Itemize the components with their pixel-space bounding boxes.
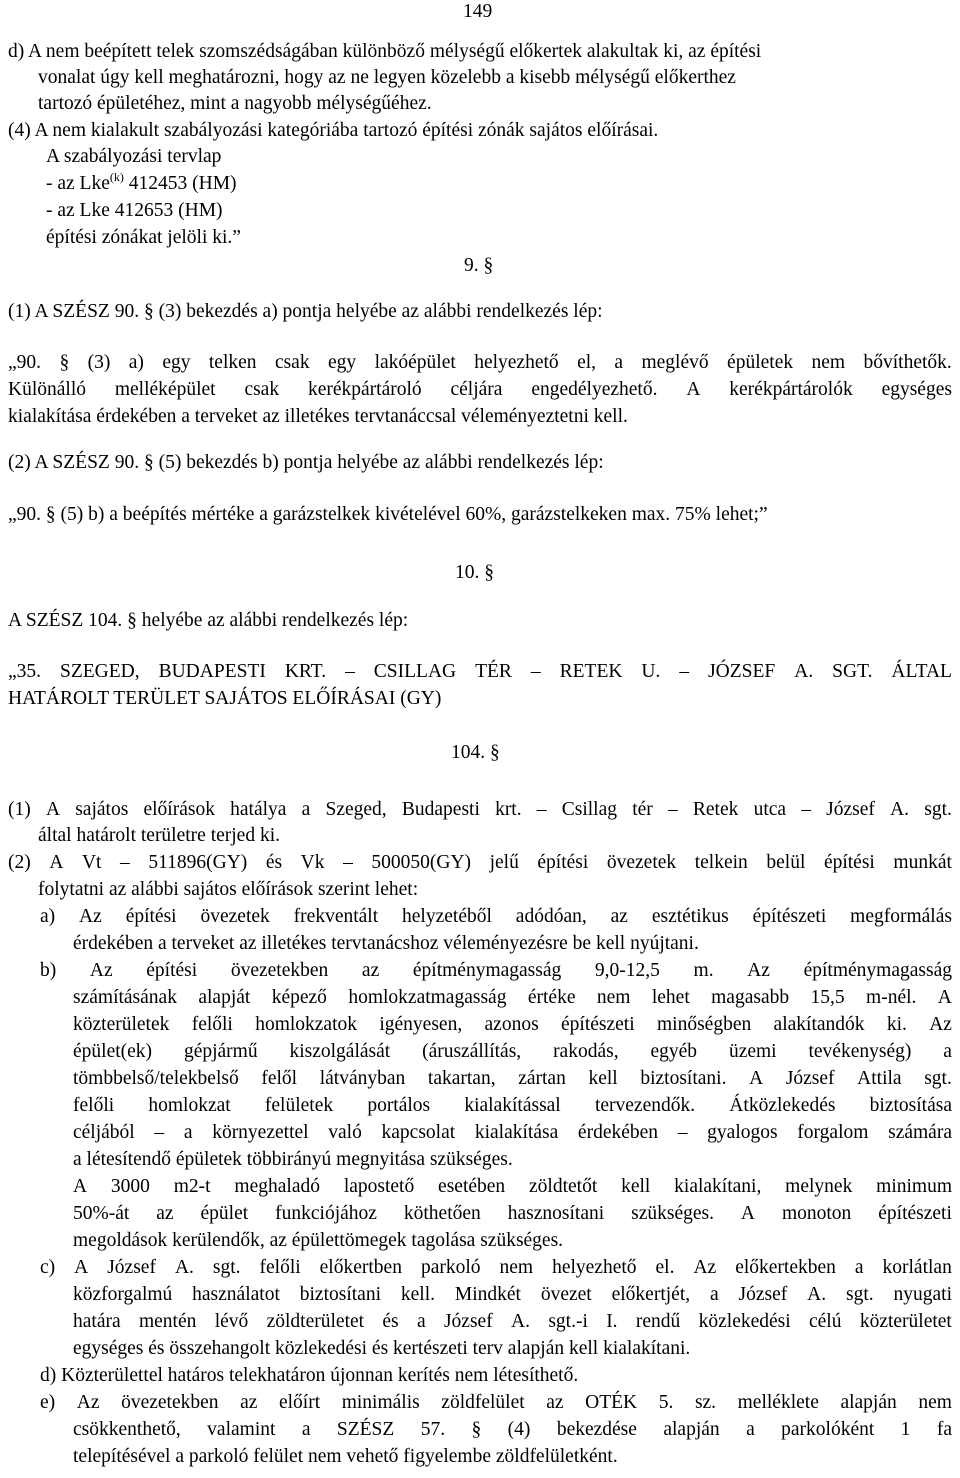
word: – [536, 799, 547, 820]
word: kapcsolat [381, 1122, 456, 1143]
para4-bullet-1 [46, 170, 237, 194]
word: m. [693, 960, 714, 981]
word: sgt.-i [548, 1311, 588, 1332]
word: értéke [527, 987, 576, 1008]
word: sajátos [75, 799, 129, 820]
p104-1-line-2: által határolt területre terjed ki. [38, 825, 281, 846]
section-9-heading: 9. § [464, 255, 494, 276]
section-10-heading: 10. § [455, 562, 494, 583]
p104-2-line-2: folytatni az alábbi sajátos előírások szerint lehet: [38, 879, 419, 900]
para4-line-5: építési zónákat jelöli ki.” [46, 227, 241, 248]
word: lakóépület [374, 352, 456, 373]
word: biztosítani. [640, 1068, 727, 1089]
word: József [785, 1068, 835, 1089]
word: nem [811, 352, 846, 373]
word: nem [499, 1257, 534, 1278]
word: rakodás, [553, 1041, 619, 1062]
word: lehet [651, 987, 690, 1008]
word: ÁLTAL [891, 661, 952, 682]
word: alapján [663, 1419, 720, 1440]
word: A [73, 1176, 88, 1197]
word: közterületet [859, 1311, 952, 1332]
word: épület [200, 1203, 249, 1224]
word: az [240, 1392, 258, 1413]
word: Attila [857, 1068, 902, 1089]
word: csökkenthető, [73, 1419, 181, 1440]
word: utca [753, 799, 787, 820]
word: övezetek [606, 852, 677, 873]
word: m2-t [173, 1176, 211, 1197]
word: kialakítani, [674, 1176, 762, 1197]
word: § [59, 352, 70, 373]
word: munkát [893, 852, 952, 873]
word: kell [588, 1068, 618, 1089]
word: melléképület [114, 379, 216, 400]
word: parkoló [420, 1257, 481, 1278]
word: alakítandók [773, 1014, 865, 1035]
word: parkolóként [781, 1419, 875, 1440]
bullet-1-text: - az Lke [46, 173, 110, 194]
word: Vk [300, 852, 325, 873]
word: valamint [207, 1419, 276, 1440]
word: Szeged, [325, 799, 387, 820]
item-d-line-1: d) A nem beépített telek szomszédságában különböző mélységű előkertek alakultak ki, az építési [8, 41, 762, 62]
word: építési [125, 906, 177, 927]
word: tervezendők. [594, 1095, 696, 1116]
word: ki. [886, 1014, 907, 1035]
word: A [740, 1203, 756, 1224]
word: sgt. [924, 1068, 952, 1089]
word: a [746, 1419, 755, 1440]
word: frekventált [293, 906, 379, 927]
word: (áruszállítás, [422, 1041, 522, 1062]
item-a-line-2: érdekében a terveket az illetékes tervtanácshoz véleményezésre be kell nyújtani. [73, 933, 699, 954]
bullet-1-superscript: (k) [109, 170, 124, 184]
word: József [107, 1257, 156, 1278]
word: azonos [484, 1014, 539, 1035]
word: – [343, 852, 353, 873]
word: helyezhető [474, 352, 559, 373]
word: gépjármű [183, 1041, 258, 1062]
word: kerékpártároló [307, 379, 422, 400]
word: TÉR [475, 661, 512, 682]
word: csak [274, 352, 310, 373]
item-b-line-4 [73, 1042, 952, 1062]
word: SZEGED, [60, 661, 140, 682]
word: épületek [727, 352, 794, 373]
word: telkein [694, 852, 748, 873]
word: minimum [876, 1176, 952, 1197]
word: CSILLAG [373, 661, 457, 682]
word: – [677, 1122, 688, 1143]
word: minőségben [656, 1014, 752, 1035]
item-b-line-10 [73, 1204, 952, 1224]
word: felőli [73, 1095, 115, 1116]
word: „90. [8, 352, 42, 373]
word: az [361, 960, 380, 981]
word: sgt. [212, 1257, 241, 1278]
word: el. [655, 1257, 675, 1278]
word: nem [596, 987, 631, 1008]
word: a [301, 1419, 311, 1440]
word: a [854, 1257, 864, 1278]
word: csak [244, 379, 280, 400]
item-c-line-2 [73, 1285, 952, 1305]
word: meghaladó [234, 1176, 320, 1197]
para4-line-2: A szabályozási tervlap [46, 146, 222, 167]
item-d2-line-1: d) Közterülettel határos telekhatáron újonnan kerítés nem létesíthető. [40, 1365, 579, 1386]
word: és [382, 1311, 399, 1332]
word: KRT. [284, 661, 327, 682]
word: 50%-át [73, 1203, 130, 1224]
word: krt. [495, 799, 522, 820]
word: gyalogos [707, 1122, 778, 1143]
word: korlátlan [882, 1257, 952, 1278]
word: övezet [540, 1284, 592, 1305]
item-b-line-11: megoldások kerülendők, az épülettömegek tagolása szükséges. [73, 1230, 564, 1251]
p104-1-line-1 [8, 800, 952, 820]
section-9-quote-3: kialakítása érdekében a terveket az illetékes tervtanáccsal véleményeztetni kell. [8, 406, 628, 427]
word: forgalom [797, 1122, 869, 1143]
word: zöldterületet [266, 1311, 365, 1332]
word: bővíthetők. [863, 352, 952, 373]
item-e-line-3: telepítésével a parkoló felület nem vehető figyelembe zöldfelületként. [73, 1446, 618, 1467]
word: közlekedési [698, 1311, 791, 1332]
section-10-title-2: HATÁROLT TERÜLET SAJÁTOS ELŐÍRÁSAI (GY) [8, 688, 442, 709]
para4-bullet-2: - az Lke 412653 (HM) [46, 200, 223, 221]
word: Az [79, 906, 102, 927]
word: József [443, 1311, 493, 1332]
section-9-intro-2: (2) A SZÉSZ 90. § (5) bekezdés b) pontja helyébe az alábbi rendelkezés lép: [8, 452, 604, 473]
word: 5. [658, 1392, 674, 1413]
word: Az [76, 1392, 100, 1413]
word: tömbbelső/telekbelső [73, 1068, 239, 1089]
word: adódóan, [515, 906, 587, 927]
word: felületek [264, 1095, 334, 1116]
item-b-line-3 [73, 1015, 952, 1035]
word: 1 [900, 1419, 911, 1440]
word: tevékenység) [808, 1041, 912, 1062]
word: 500050(GY) [371, 852, 472, 873]
word: Vt [81, 852, 102, 873]
word: 511896(GY) [148, 852, 248, 873]
word: helyzetéből [402, 906, 492, 927]
word: szükséges. [631, 1203, 714, 1224]
word: rendű [635, 1311, 681, 1332]
word: bekezdése [556, 1419, 637, 1440]
word: – [801, 799, 811, 820]
word: lévő [214, 1311, 249, 1332]
word: egy [162, 352, 191, 373]
item-c-line-1 [40, 1258, 952, 1278]
word: JÓZSEF [708, 661, 776, 682]
word: nyugati [893, 1284, 952, 1305]
word: egyéb [650, 1041, 698, 1062]
word: Különálló [8, 379, 86, 400]
word: a) [128, 352, 144, 373]
item-d-line-3: tartozó épületéhez, mint a nagyobb mélységűéhez. [38, 93, 432, 114]
word: kiszolgálását [289, 1041, 391, 1062]
word: előkertben [319, 1257, 402, 1278]
word: és [265, 852, 283, 873]
word: alapján [840, 1392, 897, 1413]
word: tér [632, 799, 653, 820]
word: zöldfelület [441, 1392, 525, 1413]
word: 57. [420, 1419, 446, 1440]
item-e-line-2 [73, 1420, 952, 1440]
word: – [530, 661, 541, 682]
item-b-line-1 [40, 961, 952, 981]
para4-line-1: (4) A nem kialakult szabályozási kategóriába tartozó építési zónák sajátos előírásai. [8, 120, 659, 141]
word: – [345, 661, 355, 682]
word: Az [747, 960, 770, 981]
word: A [45, 799, 61, 820]
word: épület(ek) [73, 1041, 153, 1062]
word: nem [918, 1392, 952, 1413]
item-b-line-9 [73, 1177, 952, 1197]
word: az [610, 906, 628, 927]
word: a) [40, 906, 56, 927]
word: A. [174, 1257, 194, 1278]
word: a [301, 799, 311, 820]
word: előkertekben [735, 1257, 836, 1278]
word: A [749, 1068, 764, 1089]
word: A. [511, 1311, 530, 1332]
item-b-line-7 [73, 1123, 952, 1143]
word: felől [261, 1068, 298, 1089]
word: sgt. [845, 1284, 874, 1305]
word: kialakítása [474, 1122, 559, 1143]
word: Átközlekedés [729, 1095, 836, 1116]
word: alapját [198, 987, 251, 1008]
item-b-line-5 [73, 1069, 952, 1089]
item-b-line-6 [73, 1096, 952, 1116]
word: biztosítani [299, 1284, 381, 1305]
item-c-line-3 [73, 1312, 952, 1332]
section-10-title-1 [8, 662, 952, 682]
page-number: 149 [463, 1, 493, 22]
word: üzemi [728, 1041, 777, 1062]
word: melléklete [737, 1392, 819, 1413]
word: A [937, 987, 952, 1008]
word: Az [929, 1014, 952, 1035]
word: egységes [881, 379, 952, 400]
word: a [614, 352, 624, 373]
word: funkciójához [275, 1203, 377, 1224]
section-9-intro-1: (1) A SZÉSZ 90. § (3) bekezdés a) pontja helyébe az alábbi rendelkezés lép: [8, 301, 603, 322]
word: igényesen, [379, 1014, 463, 1035]
word: hasznosítani [507, 1203, 605, 1224]
word: U. [641, 661, 661, 682]
word: köthetően [403, 1203, 481, 1224]
word: környezettel [212, 1122, 309, 1143]
word: felőli [191, 1014, 233, 1035]
word: „35. [8, 661, 42, 682]
word: portálos [367, 1095, 431, 1116]
word: megformálás [850, 906, 952, 927]
word: b) [40, 960, 57, 981]
word: Mindkét [454, 1284, 521, 1305]
word: zártan [518, 1068, 566, 1089]
word: homlokzatok [255, 1014, 358, 1035]
word: takartan, [427, 1068, 496, 1089]
word: I. [606, 1311, 618, 1332]
word: építménymagasság [803, 960, 952, 981]
word: 3000 [110, 1176, 150, 1197]
word: magasabb [711, 987, 790, 1008]
word: – [154, 1122, 165, 1143]
word: látványban [319, 1068, 406, 1089]
word: melynek [785, 1176, 853, 1197]
word: minimális [341, 1392, 420, 1413]
word: – [667, 799, 678, 820]
word: (4) [507, 1419, 531, 1440]
word: építési [146, 960, 198, 981]
word: biztosítása [869, 1095, 952, 1116]
word: c) [40, 1257, 56, 1278]
word: való [328, 1122, 362, 1143]
word: homlokzat [148, 1095, 231, 1116]
word: – [120, 852, 130, 873]
word: (2) [8, 852, 31, 873]
word: – [679, 661, 690, 682]
item-c-line-4: egységes és összehangolt közlekedési és kertészeti terv alapján kell kialakítani. [73, 1338, 691, 1359]
word: Csillag [561, 799, 617, 820]
word: építési [537, 852, 589, 873]
word: telken [208, 352, 257, 373]
word: a [710, 1284, 719, 1305]
word: a [416, 1311, 426, 1332]
section-9-quote-1 [8, 353, 952, 373]
word: övezetekben [121, 1392, 219, 1413]
word: monoton [781, 1203, 852, 1224]
item-a-line-1 [40, 907, 952, 927]
word: (3) [87, 352, 111, 373]
word: engedélyezhető. [531, 379, 658, 400]
word: A [74, 1257, 89, 1278]
word: érdekében [577, 1122, 659, 1143]
word: helyezhető [552, 1257, 637, 1278]
item-e-line-1 [40, 1393, 952, 1413]
word: kialakítással [464, 1095, 561, 1116]
word: célú [809, 1311, 842, 1332]
word: az [156, 1203, 174, 1224]
word: Budapesti [401, 799, 480, 820]
word: belül [766, 852, 806, 873]
word: építési [823, 852, 875, 873]
word: BUDAPESTI [158, 661, 266, 682]
section-9-quote-4: „90. § (5) b) a beépítés mértéke a garázstelkek kivételével 60%, garázstelkeken max. 75% lehet;” [8, 504, 768, 525]
word: A. [807, 1284, 827, 1305]
bullet-1-code: 412453 (HM) [123, 173, 237, 194]
word: övezetek [200, 906, 270, 927]
word: kell. [400, 1284, 435, 1305]
word: esztétikus [651, 906, 729, 927]
word: számításának [73, 987, 177, 1008]
word: az [546, 1392, 564, 1413]
word: 9,0-12,5 [594, 960, 660, 981]
word: jelű [489, 852, 519, 873]
word: A [686, 379, 701, 400]
word: előkertjét, [611, 1284, 691, 1305]
word: céljára [450, 379, 503, 400]
word: képező [271, 987, 327, 1008]
word: zöldtetőt [529, 1176, 598, 1197]
word: el, [577, 352, 597, 373]
word: Az [89, 960, 113, 981]
word: OTÉK [585, 1392, 638, 1413]
word: A. [794, 661, 814, 682]
word: homlokzatmagasság [348, 987, 507, 1008]
word: a [943, 1041, 952, 1062]
word: (1) [8, 799, 31, 820]
word: céljából [73, 1122, 135, 1143]
word: § [471, 1419, 482, 1440]
word: közforgalmú [73, 1284, 173, 1305]
word: RETEK [559, 661, 623, 682]
word: övezetekben [230, 960, 329, 981]
word: Az [693, 1257, 717, 1278]
word: számára [888, 1122, 952, 1143]
word: előírt [278, 1392, 321, 1413]
word: sgt. [924, 799, 952, 820]
word: használatot [192, 1284, 280, 1305]
item-b-line-8: a létesítendő épületek többirányú megnyitása szükséges. [73, 1149, 513, 1170]
word: a [183, 1122, 193, 1143]
item-b-line-2 [73, 988, 952, 1008]
word: sz. [694, 1392, 717, 1413]
item-d-line-2: vonalat úgy kell meghatározni, hogy az ne legyen közelebb a kisebb mélységű előkerthez [38, 67, 736, 88]
word: SGT. [832, 661, 873, 682]
word: kerékpártárolók [729, 379, 853, 400]
word: SZÉSZ [336, 1419, 395, 1440]
word: építészeti [561, 1014, 635, 1035]
word: esetében [438, 1176, 506, 1197]
word: e) [40, 1392, 56, 1413]
word: felőli [259, 1257, 301, 1278]
word: közterületek [73, 1014, 170, 1035]
word: építészeti [752, 906, 827, 927]
word: Retek [692, 799, 739, 820]
word: előírások [143, 799, 215, 820]
word: m-nél. [866, 987, 917, 1008]
section-9-quote-2 [8, 380, 952, 400]
word: József [738, 1284, 788, 1305]
word: mentén [138, 1311, 197, 1332]
word: A [49, 852, 64, 873]
word: építészeti [878, 1203, 952, 1224]
word: 15,5 [810, 987, 845, 1008]
word: hatálya [230, 799, 287, 820]
word: határa [73, 1311, 121, 1332]
p104-2-line-1 [8, 853, 952, 873]
section-104-heading: 104. § [451, 742, 500, 763]
word: építménymagasság [412, 960, 562, 981]
word: József [826, 799, 875, 820]
word: fa [936, 1419, 952, 1440]
word: A. [890, 799, 910, 820]
word: meglévő [641, 352, 709, 373]
word: kell [621, 1176, 651, 1197]
word: lapostető [343, 1176, 415, 1197]
word: egy [328, 352, 357, 373]
section-10-intro: A SZÉSZ 104. § helyébe az alábbi rendelkezés lép: [8, 610, 409, 631]
